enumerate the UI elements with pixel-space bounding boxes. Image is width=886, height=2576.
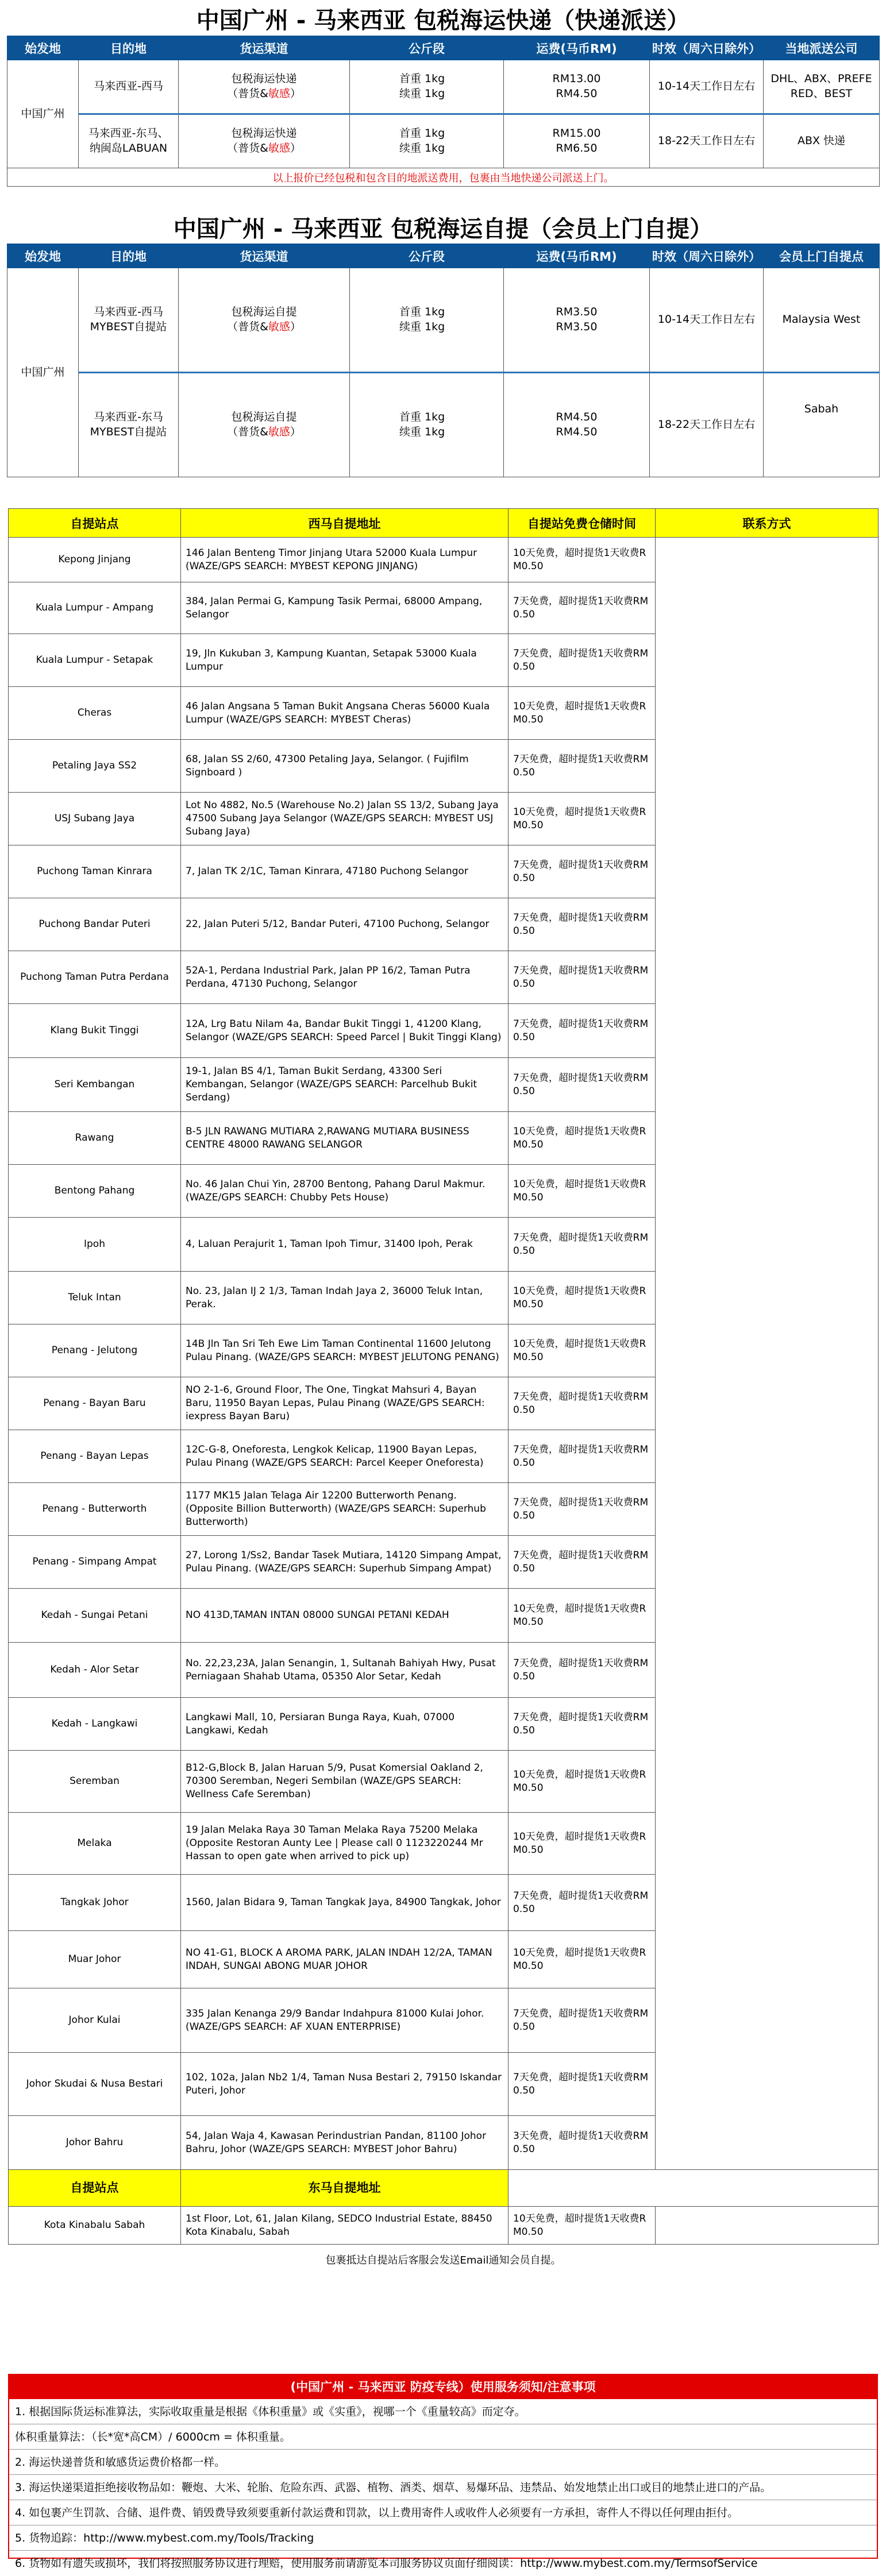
- point-address: 335 Jalan Kenanga 29/9 Bandar Indahpura 81000 Kulai Johor. (WAZE/GPS SEARCH: AF XUAN ENTERPRISE): [181, 1988, 509, 2053]
- point-name: Tangkak Johor: [9, 1875, 181, 1931]
- point-address: 19 Jalan Melaka Raya 30 Taman Melaka Raya 75200 Melaka (Opposite Restoran Aunty Lee | Please call 0 1123220244 Mr Hassan to open gate when arrived to pick up): [181, 1813, 509, 1875]
- col-contact: 联系方式: [656, 509, 879, 538]
- point-name: Penang - Jelutong: [9, 1324, 181, 1377]
- rule-line: 体积重量算法：（长*宽*高CM）/ 6000cm = 体积重量。: [9, 2424, 877, 2450]
- point-address: 102, 102a, Jalan Nb2 1/4, Taman Nusa Bestari 2, 79150 Iskandar Puteri, Johor: [181, 2053, 509, 2116]
- weight-cell: 首重 1kg 续重 1kg: [350, 268, 504, 373]
- channel-cell: 包税海运快递 （普货&敏感）: [179, 114, 350, 168]
- point-address: 52A-1, Perdana Industrial Park, Jalan PP 16/2, Taman Putra Perdana, 47130 Puchong, Selangor: [181, 951, 509, 1004]
- point-name: USJ Subang Jaya: [9, 793, 181, 845]
- point-address: B-5 JLN RAWANG MUTIARA 2,RAWANG MUTIARA BUSINESS CENTRE 48000 RAWANG SELANGOR: [181, 1112, 509, 1165]
- point-name: Puchong Taman Putra Perdana: [9, 951, 181, 1004]
- point-name: Rawang: [9, 1112, 181, 1165]
- col-origin: 始发地: [7, 244, 79, 268]
- express-section: [7, 6, 879, 187]
- col-address: 西马自提地址: [181, 509, 509, 538]
- express-table: [7, 36, 880, 187]
- point-name: Klang Bukit Tinggi: [9, 1004, 181, 1058]
- point-free-storage: 7天免费，超时提货1天收费RM0.50: [509, 582, 656, 634]
- contact-cell: [656, 538, 879, 2170]
- point-name: Muar Johor: [9, 1931, 181, 1988]
- point-free-storage: 7天免费，超时提货1天收费RM0.50: [509, 898, 656, 951]
- col-dest: 目的地: [79, 36, 179, 60]
- point-address: 46 Jalan Angsana 5 Taman Bukit Angsana Cheras 56000 Kuala Lumpur (WAZE/GPS SEARCH: MYBEST Cheras): [181, 687, 509, 740]
- point-free-storage: 10天免费，超时提货1天收费RM0.50: [509, 538, 656, 582]
- col-time: 时效（周六日除外）: [650, 36, 764, 60]
- point-address: 19-1, Jalan BS 4/1, Taman Bukit Serdang, 43300 Seri Kembangan, Selangor (WAZE/GPS SEARCH: Parcelhub Bukit Serdang): [181, 1058, 509, 1112]
- point-name: Cheras: [9, 687, 181, 740]
- point-row: [9, 2207, 879, 2245]
- col-weight: 公斤段: [350, 244, 504, 268]
- point-name: Johor Kulai: [9, 1988, 181, 2053]
- col-channel: 货运渠道: [179, 36, 350, 60]
- dest-cell: 马来西亚-东马、纳闽岛LABUAN: [79, 114, 179, 168]
- point-free-storage: 7天免费，超时提货1天收费RM0.50: [509, 1004, 656, 1058]
- rules-box: [8, 2374, 878, 2570]
- point-free-storage: 7天免费，超时提货1天收费RM0.50: [509, 1377, 656, 1430]
- pickup-point-cell: Malaysia West: [764, 268, 880, 373]
- point-free-storage: 3天免费，超时提货1天收费RM0.50: [509, 2116, 656, 2170]
- dest-cell: 马来西亚-西马: [79, 60, 179, 114]
- point-free-storage: 7天免费，超时提货1天收费RM0.50: [509, 1875, 656, 1931]
- point-address: 1177 MK15 Jalan Telaga Air 12200 Butterworth Penang. (Opposite Billion Butterworth) (WAZE/GPS SEARCH: Superhub Butterworth): [181, 1483, 509, 1536]
- point-address: 22, Jalan Puteri 5/12, Bandar Puteri, 47100 Puchong, Selangor: [181, 898, 509, 951]
- point-free-storage: 10天免费，超时提货1天收费RM0.50: [509, 1589, 656, 1643]
- point-name: Penang - Bayan Baru: [9, 1377, 181, 1430]
- col-time: 时效（周六日除外）: [650, 244, 764, 268]
- point-free-storage: 10天免费，超时提货1天收费RM0.50: [509, 1324, 656, 1377]
- rule-line: 6. 货物如有遗失或损坏，我们将按照服务协议进行理赔，使用服务前请游览本司服务协议页面仔细阅读：http://www.mybest.com.my/TermsofService: [15, 2557, 758, 2570]
- point-address: No. 46 Jalan Chui Yin, 28700 Bentong, Pahang Darul Makmur. (WAZE/GPS SEARCH: Chubby Pets House): [181, 1165, 509, 1218]
- point-address: 54, Jalan Waja 4, Kawasan Perindustrian Pandan, 81100 Johor Bahru, Johor (WAZE/GPS SEARCH: MYBEST Johor Bahru): [181, 2116, 509, 2170]
- point-address: 384, Jalan Permai G, Kampung Tasik Permai, 68000 Ampang, Selangor: [181, 582, 509, 634]
- east-header-row: [9, 2170, 879, 2207]
- company-cell: ABX 快递: [764, 114, 880, 168]
- point-address: Lot No 4882, No.5 (Warehouse No.2) Jalan SS 13/2, Subang Jaya 47500 Subang Jaya Selangor (WAZE/GPS SEARCH: MYBEST USJ Subang Jaya): [181, 793, 509, 845]
- point-name: Penang - Bayan Lepas: [9, 1430, 181, 1483]
- point-name: Kuala Lumpur - Setapak: [9, 634, 181, 687]
- pickup-table: [7, 244, 880, 477]
- price-cell: RM3.50 RM3.50: [504, 268, 650, 373]
- point-address: 14B Jln Tan Sri Teh Ewe Lim Taman Continental 11600 Jelutong Pulau Pinang. (WAZE/GPS SEARCH: MYBEST JELUTONG PENANG): [181, 1324, 509, 1377]
- point-free-storage: 10天免费，超时提货1天收费RM0.50: [509, 793, 656, 845]
- point-address: B12-G,Block B, Jalan Haruan 5/9, Pusat Komersial Oakland 2, 70300 Seremban, Negeri Sembilan (WAZE/GPS SEARCH: Wellness Cafe Seremban): [181, 1751, 509, 1813]
- point-name: Penang - Simpang Ampat: [9, 1536, 181, 1589]
- price-cell: RM15.00 RM6.50: [504, 114, 650, 168]
- price-cell: RM13.00 RM4.50: [504, 60, 650, 114]
- express-notice: 以上报价已经包税和包含目的地派送费用，包裹由当地快递公司派送上门。: [7, 168, 880, 187]
- point-free-storage: 7天免费，超时提货1天收费RM0.50: [509, 1698, 656, 1751]
- col-dest: 目的地: [79, 244, 179, 268]
- point-address: NO 413D,TAMAN INTAN 08000 SUNGAI PETANI KEDAH: [181, 1589, 509, 1643]
- points-footer: 包裹抵达自提站后客服会发送Email通知会员自提。: [325, 2254, 561, 2266]
- point-free-storage: 7天免费，超时提货1天收费RM0.50: [509, 845, 656, 898]
- point-name: Melaka: [9, 1813, 181, 1875]
- col-point: 自提站点: [9, 2170, 181, 2207]
- point-free-storage: 7天免费，超时提货1天收费RM0.50: [509, 740, 656, 793]
- rule-line: 4. 如包裹产生罚款、合储、退件费、销毁费导致须要重新付款运费和罚款，以上费用寄件人或收件人必须要有一方承担，寄件人不得以任何理由拒付。: [9, 2500, 877, 2525]
- point-free-storage: 10天免费，超时提货1天收费RM0.50: [509, 1813, 656, 1875]
- point-address: 12C-G-8, Oneforesta, Lengkok Kelicap, 11900 Bayan Lepas, Pulau Pinang (WAZE/GPS SEARCH: Parcel Keeper Oneforesta): [181, 1430, 509, 1483]
- col-company: 当地派送公司: [764, 36, 880, 60]
- pickup-section: [7, 215, 879, 477]
- col-free-storage: 自提站免费仓储时间: [509, 509, 656, 538]
- rule-line: 5. 货物追踪：http://www.mybest.com.my/Tools/Tracking: [9, 2525, 877, 2551]
- time-cell: 18-22天工作日左右: [650, 373, 764, 477]
- express-row: [7, 60, 880, 114]
- point-address: Langkawi Mall, 10, Persiaran Bunga Raya, Kuah, 07000 Langkawi, Kedah: [181, 1698, 509, 1751]
- points-table: [8, 508, 879, 2277]
- point-free-storage: 10天免费，超时提货1天收费RM0.50: [509, 1272, 656, 1324]
- point-free-storage: 7天免费，超时提货1天收费RM0.50: [509, 1988, 656, 2053]
- pickup-title: 中国广州 - 马来西亚 包税海运自提（会员上门自提）: [173, 216, 713, 242]
- point-name: Bentong Pahang: [9, 1165, 181, 1218]
- weight-cell: 首重 1kg 续重 1kg: [350, 60, 504, 114]
- point-name: Kuala Lumpur - Ampang: [9, 582, 181, 634]
- point-free-storage: 7天免费，超时提货1天收费RM0.50: [509, 1058, 656, 1112]
- channel-type: （普货&敏感）: [227, 87, 301, 100]
- point-address: 68, Jalan SS 2/60, 47300 Petaling Jaya, Selangor. ( Fujifilm Signboard ): [181, 740, 509, 793]
- point-free-storage: 7天免费，超时提货1天收费RM0.50: [509, 951, 656, 1004]
- point-name: Petaling Jaya SS2: [9, 740, 181, 793]
- point-free-storage: 7天免费，超时提货1天收费RM0.50: [509, 1218, 656, 1272]
- col-origin: 始发地: [7, 36, 79, 60]
- point-name: Seri Kembangan: [9, 1058, 181, 1112]
- points-header-row: [9, 509, 879, 538]
- point-row: [9, 538, 879, 582]
- point-free-storage: 7天免费，超时提货1天收费RM0.50: [509, 1483, 656, 1536]
- point-free-storage: 7天免费，超时提货1天收费RM0.50: [509, 634, 656, 687]
- point-address: NO 41-G1, BLOCK A AROMA PARK, JALAN INDAH 12/2A, TAMAN INDAH, SUNGAI ABONG MUAR JOHOR: [181, 1931, 509, 1988]
- point-free-storage: 10天免费，超时提货1天收费RM0.50: [509, 2207, 656, 2245]
- point-name: Johor Bahru: [9, 2116, 181, 2170]
- point-address: 4, Laluan Perajurit 1, Taman Ipoh Timur, 31400 Ipoh, Perak: [181, 1218, 509, 1272]
- channel-cell: [179, 60, 350, 114]
- point-address: 7, Jalan TK 2/1C, Taman Kinrara, 47180 Puchong Selangor: [181, 845, 509, 898]
- channel-name: 包税海运快递: [231, 72, 297, 86]
- col-pickup-point: 会员上门自提点: [764, 244, 880, 268]
- point-free-storage: 7天免费，超时提货1天收费RM0.50: [509, 2053, 656, 2116]
- rule-line: 1. 根据国际货运标准算法，实际收取重量是根据《体积重量》或《实重》，视哪一个《重量较高》而定夺。: [9, 2399, 877, 2424]
- channel-cell: 包税海运自提 （普货&敏感）: [179, 373, 350, 477]
- point-name: Penang - Butterworth: [9, 1483, 181, 1536]
- point-address: 27, Lorong 1/Ss2, Bandar Tasek Mutiara, 14120 Simpang Ampat, Pulau Pinang. (WAZE/GPS SEARCH: Superhub Simpang Ampat): [181, 1536, 509, 1589]
- points-section: [8, 508, 878, 2277]
- col-point: 自提站点: [9, 509, 181, 538]
- point-address: 146 Jalan Benteng Timor Jinjang Utara 52000 Kuala Lumpur (WAZE/GPS SEARCH: MYBEST KEPONG JINJANG): [181, 538, 509, 582]
- point-free-storage: 7天免费，超时提货1天收费RM0.50: [509, 1643, 656, 1698]
- point-name: Ipoh: [9, 1218, 181, 1272]
- time-cell: 10-14天工作日左右: [650, 60, 764, 114]
- pickup-header-row: [7, 244, 880, 268]
- point-name: Teluk Intan: [9, 1272, 181, 1324]
- express-header-row: [7, 36, 880, 60]
- dest-cell: 马来西亚-西马MYBEST自提站: [79, 268, 179, 373]
- point-name: Puchong Bandar Puteri: [9, 898, 181, 951]
- point-free-storage: 10天免费，超时提货1天收费RM0.50: [509, 1931, 656, 1988]
- point-free-storage: 7天免费，超时提货1天收费RM0.50: [509, 1536, 656, 1589]
- point-address: 1st Floor, Lot, 61, Jalan Kilang, SEDCO Industrial Estate, 88450 Kota Kinabalu, Sabah: [181, 2207, 509, 2245]
- dest-cell: 马来西亚-东马MYBEST自提站: [79, 373, 179, 477]
- point-free-storage: 10天免费，超时提货1天收费RM0.50: [509, 1165, 656, 1218]
- origin-cell: 中国广州: [7, 60, 79, 168]
- time-cell: 10-14天工作日左右: [650, 268, 764, 373]
- pickup-row: [7, 268, 880, 373]
- col-weight: 公斤段: [350, 36, 504, 60]
- rule-line: 3. 海运快递渠道拒绝接收物品如：鞭炮、大米、轮胎、危险东西、武器、植物、酒类、烟草、易爆环品、违禁品、始发地禁止出口或目的地禁止进口的产品。: [9, 2475, 877, 2500]
- point-name: Kota Kinabalu Sabah: [9, 2207, 181, 2245]
- col-price: 运费(马币RM): [504, 244, 650, 268]
- point-free-storage: 10天免费，超时提货1天收费RM0.50: [509, 1112, 656, 1165]
- price-cell: RM4.50 RM4.50: [504, 373, 650, 477]
- point-free-storage: 10天免费，超时提货1天收费RM0.50: [509, 687, 656, 740]
- point-address: 12A, Lrg Batu Nilam 4a, Bandar Bukit Tinggi 1, 41200 Klang, Selangor (WAZE/GPS SEARCH: Speed Parcel | Bukit Tinggi Klang): [181, 1004, 509, 1058]
- col-price: 运费(马币RM): [504, 36, 650, 60]
- express-title: 中国广州 - 马来西亚 包税海运快递（快递派送）: [196, 7, 690, 34]
- point-name: Seremban: [9, 1751, 181, 1813]
- point-address: 1560, Jalan Bidara 9, Taman Tangkak Jaya, 84900 Tangkak, Johor: [181, 1875, 509, 1931]
- rules-title: (中国广州 - 马来西亚 防疫专线）使用服务须知/注意事项: [9, 2375, 877, 2399]
- point-address: No. 22,23,23A, Jalan Senangin, 1, Sultanah Bahiyah Hwy, Pusat Perniagaan Shahab Utama, 05350 Alor Setar, Kedah: [181, 1643, 509, 1698]
- company-cell: DHL、ABX、PREFERED、BEST: [764, 60, 880, 114]
- point-name: Kedah - Sungai Petani: [9, 1589, 181, 1643]
- point-free-storage: 10天免费，超时提货1天收费RM0.50: [509, 1751, 656, 1813]
- pickup-row: [7, 373, 880, 477]
- point-name: Johor Skudai & Nusa Bestari: [9, 2053, 181, 2116]
- weight-cell: 首重 1kg 续重 1kg: [350, 373, 504, 477]
- channel-cell: 包税海运自提 （普货&敏感）: [179, 268, 350, 373]
- point-address: No. 23, Jalan IJ 2 1/3, Taman Indah Jaya 2, 36000 Teluk Intan, Perak.: [181, 1272, 509, 1324]
- col-channel: 货运渠道: [179, 244, 350, 268]
- origin-cell: 中国广州: [7, 268, 79, 477]
- point-name: Kedah - Alor Setar: [9, 1643, 181, 1698]
- point-free-storage: 7天免费，超时提货1天收费RM0.50: [509, 1430, 656, 1483]
- point-name: Kepong Jinjang: [9, 538, 181, 582]
- point-address: NO 2-1-6, Ground Floor, The One, Tingkat Mahsuri 4, Bayan Baru, 11950 Bayan Lepas, Pulau Pinang (WAZE/GPS SEARCH: iexpress Bayan Baru): [181, 1377, 509, 1430]
- express-row: [7, 114, 880, 168]
- point-name: Kedah - Langkawi: [9, 1698, 181, 1751]
- point-name: Puchong Taman Kinrara: [9, 845, 181, 898]
- pickup-point-cell: Sabah: [764, 373, 880, 477]
- point-address: 19, Jln Kukuban 3, Kampung Kuantan, Setapak 53000 Kuala Lumpur: [181, 634, 509, 687]
- contact-cell: [656, 2207, 879, 2245]
- rule-line: 2. 海运快递普货和敏感货运费价格都一样。: [9, 2450, 877, 2475]
- weight-cell: 首重 1kg 续重 1kg: [350, 114, 504, 168]
- time-cell: 18-22天工作日左右: [650, 114, 764, 168]
- col-address: 东马自提地址: [181, 2170, 509, 2207]
